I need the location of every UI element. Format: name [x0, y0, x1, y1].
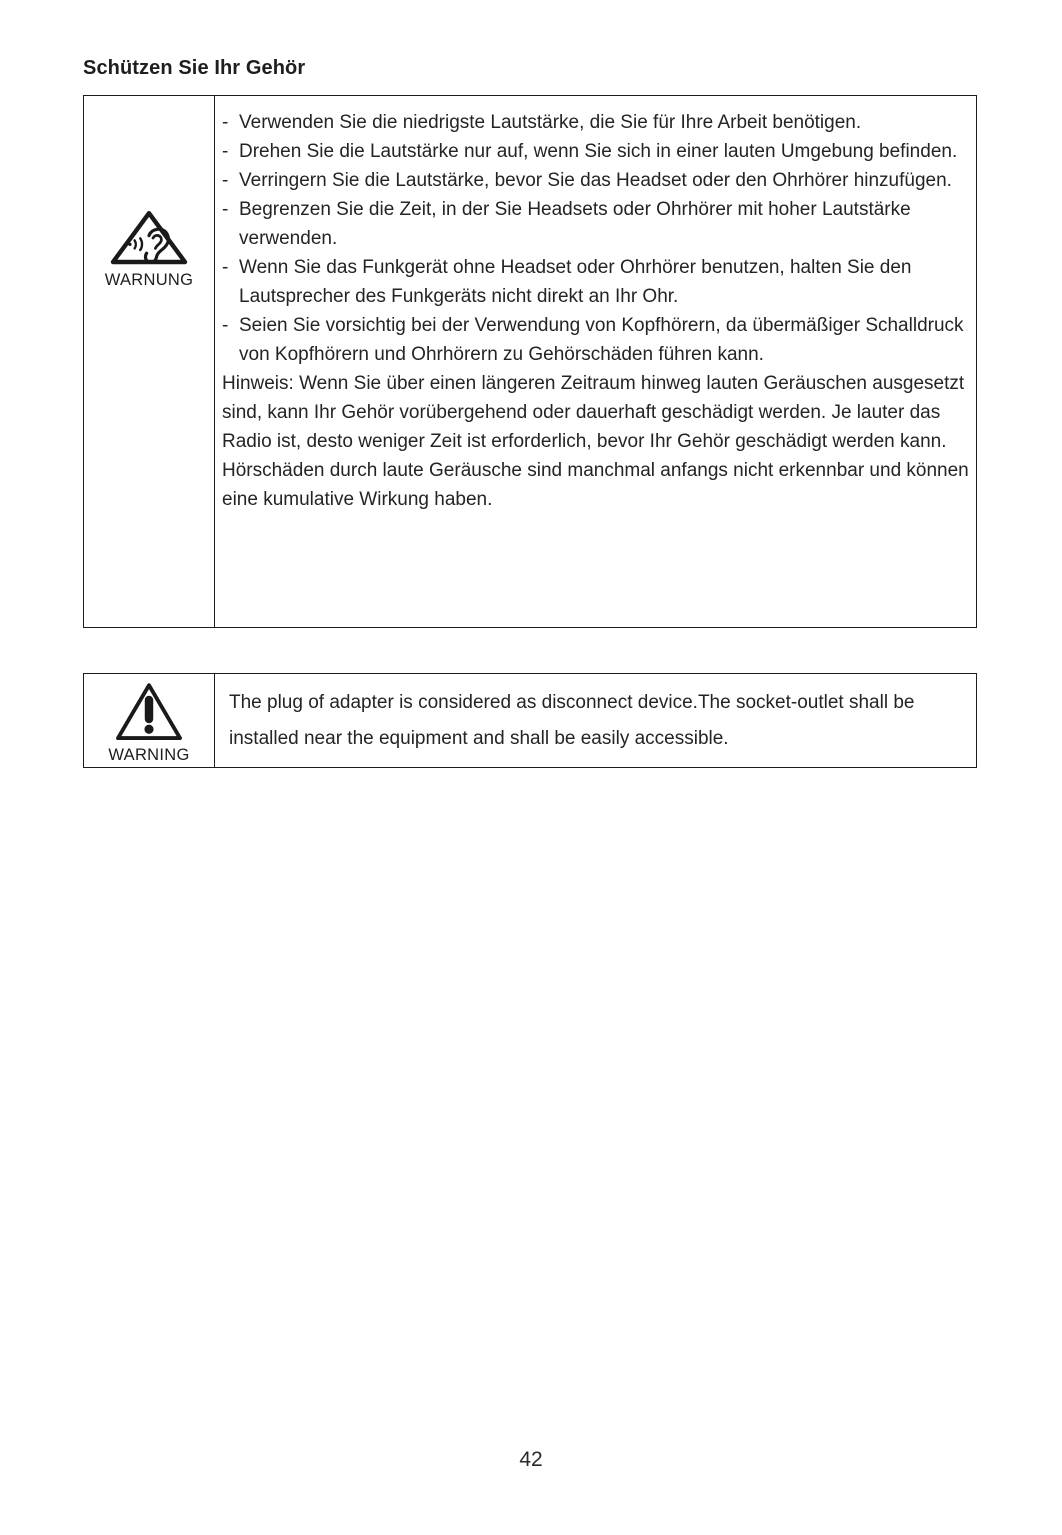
hearing-warning-text-cell [215, 96, 976, 627]
warning-label: WARNING [108, 745, 190, 764]
bullet-text: Wenn Sie das Funkgerät ohne Headset oder Ohrhörer benutzen, halten Sie den Lautsprecher des Funkgeräts nicht direkt an Ihr Ohr. [239, 257, 912, 307]
bullet-dash-marker: - [222, 315, 229, 336]
bullet-dash-marker: - [222, 141, 229, 162]
bullet-text: Verwenden Sie die niedrigste Lautstärke, die Sie für Ihre Arbeit benötigen. [239, 112, 862, 133]
bullet-text: Begrenzen Sie die Zeit, in der Sie Headsets oder Ohrhörer mit hoher Lautstärke verwenden. [239, 199, 911, 249]
warnung-label: WARNUNG [104, 271, 194, 289]
hearing-warning-bullet-list [222, 108, 970, 369]
bullet-item [222, 195, 970, 253]
bullet-dash-marker: - [222, 170, 229, 191]
hearing-warning-note: Hinweis: Wenn Sie über einen längeren Zeitraum hinweg lauten Geräuschen ausgesetzt sind, kann Ihr Gehör vorübergehend oder dauerhaft geschädigt werden. Je lauter das Radio ist, desto weniger Zeit ist erforderlich, bevor Ihr Gehör geschädigt werden kann. Hörschäden durch laute Geräusche sind manchmal anfangs nicht erkennbar und können eine kumulative Wirkung haben. [222, 373, 969, 510]
page-title: Schützen Sie Ihr Gehör [83, 57, 306, 79]
bullet-text: Drehen Sie die Lautstärke nur auf, wenn Sie sich in einer lauten Umgebung befinden. [239, 141, 958, 162]
bullet-item [222, 253, 970, 311]
bullet-item [222, 137, 970, 166]
hearing-damage-warning-icon [109, 208, 189, 268]
bullet-dash-marker: - [222, 257, 229, 278]
adapter-warning-icon-cell [84, 674, 215, 767]
bullet-dash-marker: - [222, 199, 229, 220]
hearing-warning-icon-cell [84, 96, 215, 627]
bullet-item [222, 166, 970, 195]
bullet-item [222, 108, 970, 137]
hearing-warning-icon-block [105, 208, 194, 290]
bullet-item [222, 311, 970, 369]
bullet-text: Verringern Sie die Lautstärke, bevor Sie das Headset oder den Ohrhörer hinzufügen. [239, 170, 952, 191]
adapter-warning-icon-block [108, 681, 189, 765]
adapter-warning-text: The plug of adapter is considered as disconnect device.The socket-outlet shall be installed near the equipment and shall be easily accessible. [229, 691, 915, 749]
adapter-warning-table [83, 673, 977, 768]
bullet-text: Seien Sie vorsichtig bei der Verwendung von Kopfhörern, da übermäßiger Schalldruck von Kopfhörern und Ohrhörern zu Gehörschäden führen kann. [239, 315, 964, 365]
adapter-warning-text-cell [215, 674, 976, 767]
general-warning-icon [113, 681, 185, 743]
bullet-dash-marker: - [222, 112, 229, 133]
page-number: 42 [519, 1448, 543, 1471]
hearing-warning-table [83, 95, 977, 628]
